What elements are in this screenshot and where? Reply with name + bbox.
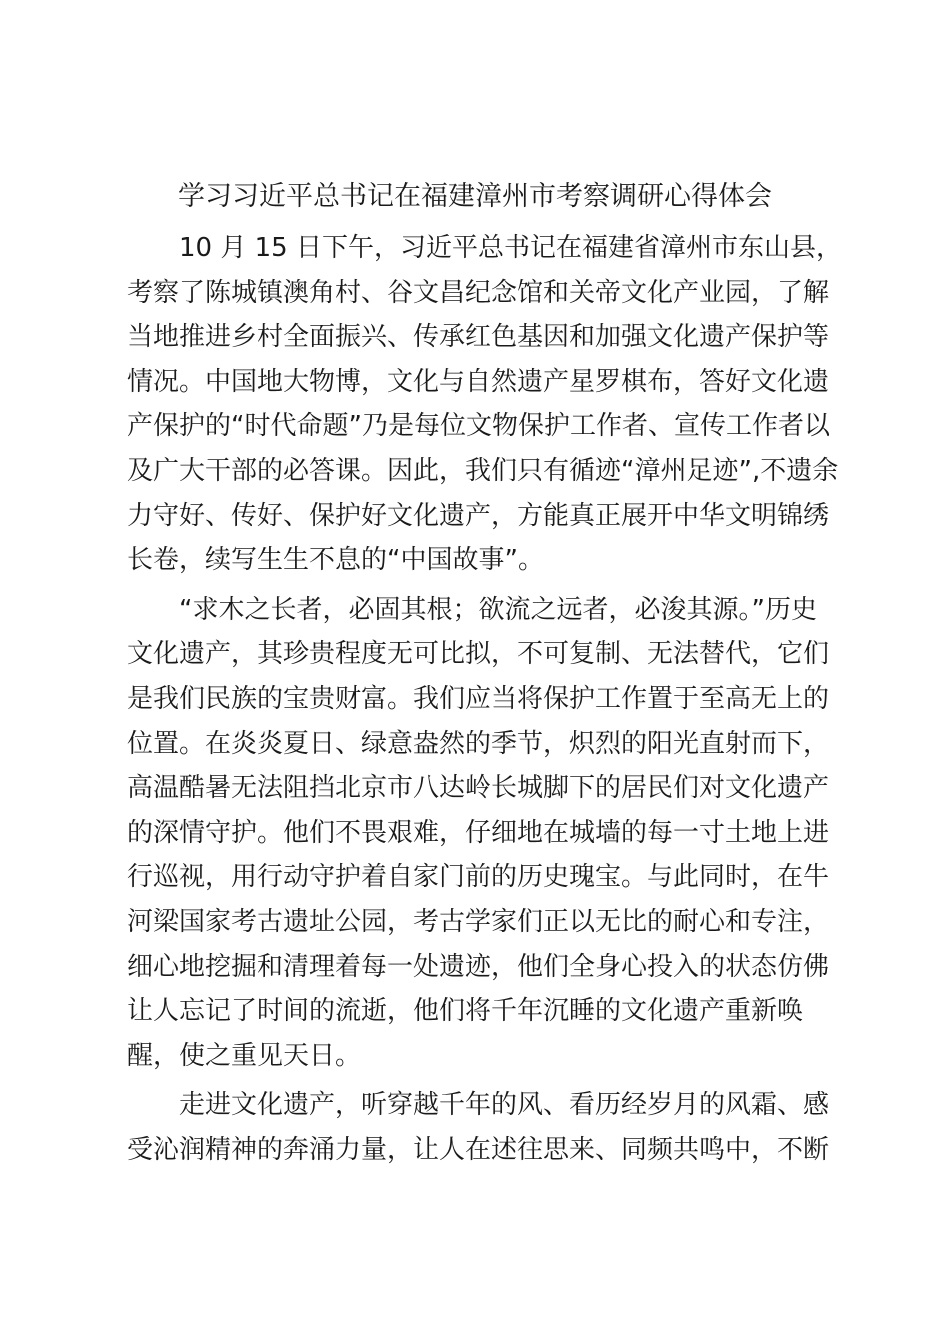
- text-line: 产保护的“时代命题”乃是每位文物保护工作者、宣传工作者以: [127, 411, 830, 442]
- text-line: 醒，使之重见天日。: [127, 1040, 362, 1071]
- text-line: 行巡视，用行动守护着自家门前的历史瑰宝。与此同时，在牛: [127, 862, 830, 893]
- text-line: 细心地挖掘和清理着每一处遗迹，他们全身心投入的状态仿佛: [127, 951, 830, 982]
- text-line: 位置。在炎炎夏日、绿意盎然的季节，炽烈的阳光直射而下，: [127, 728, 830, 759]
- text-line: 10 月 15 日下午，习近平总书记在福建省漳州市东山县，: [179, 233, 842, 263]
- text-line: 考察了陈城镇澳角村、谷文昌纪念馆和关帝文化产业园，了解: [127, 277, 830, 308]
- text-line: 情况。中国地大物博，文化与自然遗产星罗棋布，答好文化遗: [127, 366, 830, 397]
- document-title: 学习习近平总书记在福建漳州市考察调研心得体会: [178, 181, 772, 212]
- text-line: 高温酷暑无法阻挡北京市八达岭长城脚下的居民们对文化遗产: [127, 773, 830, 804]
- text-line: 的深情守护。他们不畏艰难，仔细地在城墙的每一寸土地上进: [127, 817, 830, 848]
- paragraph-1: [127, 226, 842, 583]
- document-body: [127, 226, 842, 1177]
- paragraph-3: [127, 1083, 830, 1172]
- text-line: 及广大干部的必答课。因此，我们只有循迹“漳州足迹”,不遗余: [127, 455, 839, 486]
- text-line: 长卷，续写生生不息的“中国故事”。: [127, 545, 544, 576]
- text-line: 当地推进乡村全面振兴、传承红色基因和加强文化遗产保护等: [127, 322, 830, 353]
- text-line: 让人忘记了时间的流逝，他们将千年沉睡的文化遗产重新唤: [127, 996, 804, 1027]
- text-line: 是我们民族的宝贵财富。我们应当将保护工作置于至高无上的: [127, 683, 830, 714]
- text-line: 走进文化遗产，听穿越千年的风、看历经岁月的风霜、感: [179, 1090, 830, 1121]
- text-line: 河梁国家考古遗址公园，考古学家们正以无比的耐心和专注，: [127, 906, 830, 937]
- text-line: 力守好、传好、保护好文化遗产，方能真正展开中华文明锦绣: [127, 500, 830, 531]
- paragraph-2: [127, 588, 830, 1079]
- text-line: “求木之长者，必固其根；欲流之远者，必浚其源。”历史: [179, 594, 817, 625]
- text-line: 受沁润精神的奔涌力量，让人在述往思来、同频共鸣中，不断: [127, 1134, 830, 1165]
- text-line: 文化遗产，其珍贵程度无可比拟，不可复制、无法替代，它们: [127, 639, 830, 670]
